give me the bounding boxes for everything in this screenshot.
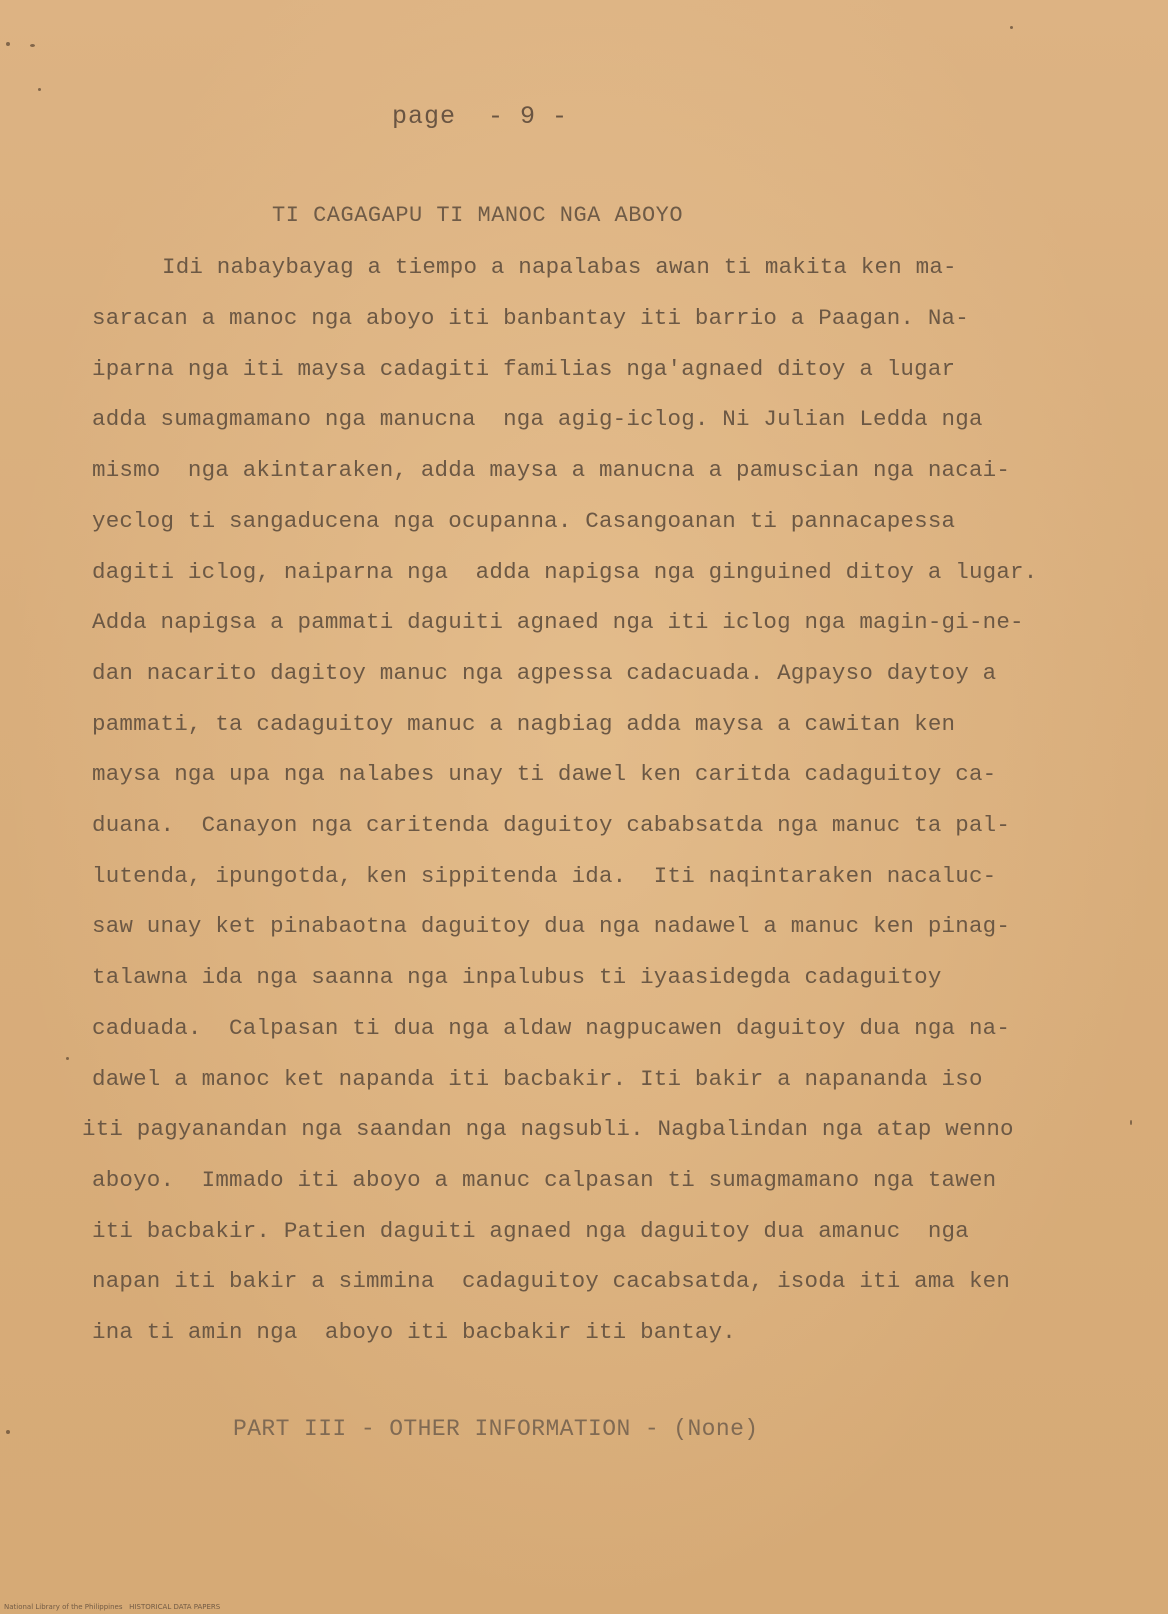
body-line: iparna nga iti maysa cadagiti familias nga'agnaed ditoy a lugar: [92, 356, 956, 382]
body-line: dan nacarito dagitoy manuc nga agpessa cadacuada. Agpayso daytoy a: [92, 660, 997, 686]
page-number: page - 9 -: [392, 102, 569, 131]
body-line: Idi nabaybayag a tiempo a napalabas awan ti makita ken ma-: [162, 254, 957, 280]
body-line: mismo nga akintaraken, adda maysa a manucna a pamuscian nga nacai-: [92, 457, 1011, 483]
body-line: dawel a manoc ket napanda iti bacbakir. Iti bakir a napananda iso: [92, 1066, 983, 1092]
body-line: aboyo. Immado iti aboyo a manuc calpasan ti sumagmamano nga tawen: [92, 1167, 997, 1193]
body-line: iti pagyanandan nga saandan nga nagsubli. Nagbalindan nga atap wenno: [82, 1116, 1014, 1142]
body-line: adda sumagmamano nga manucna nga agig-iclog. Ni Julian Ledda nga: [92, 406, 983, 432]
body-line: duana. Canayon nga caritenda daguitoy cababsatda nga manuc ta pal-: [92, 812, 1011, 838]
body-line: talawna ida nga saanna nga inpalubus ti iyaasidegda cadaguitoy: [92, 964, 942, 990]
body-line: napan iti bakir a simmina cadaguitoy cacabsatda, isoda iti ama ken: [92, 1268, 1011, 1294]
body-line: Adda napigsa a pammati daguiti agnaed nga iti iclog nga magin-gi-ne-: [92, 609, 1024, 635]
body-line: saw unay ket pinabaotna daguitoy dua nga nadawel a manuc ken pinag-: [92, 913, 1011, 939]
body-line: maysa nga upa nga nalabes unay ti dawel ken caritda cadaguitoy ca-: [92, 761, 997, 787]
body-line: pammati, ta cadaguitoy manuc a nagbiag adda maysa a cawitan ken: [92, 711, 956, 737]
body-line: caduada. Calpasan ti dua nga aldaw nagpucawen daguitoy dua nga na-: [92, 1015, 1011, 1041]
document-title: TI CAGAGAPU TI MANOC NGA ABOYO: [272, 203, 684, 228]
footer-caption: National Library of the Philippines HISTORICAL DATA PAPERS: [4, 1603, 221, 1611]
body-line: yeclog ti sangaducena nga ocupanna. Casangoanan ti pannacapessa: [92, 508, 956, 534]
body-line: dagiti iclog, naiparna nga adda napigsa nga ginguined ditoy a lugar.: [92, 559, 1038, 585]
body-line: iti bacbakir. Patien daguiti agnaed nga daguitoy dua amanuc nga: [92, 1218, 969, 1244]
body-line: ina ti amin nga aboyo iti bacbakir iti bantay.: [92, 1319, 737, 1345]
part-three-heading: PART III - OTHER INFORMATION - (None): [233, 1416, 759, 1442]
body-line: saracan a manoc nga aboyo iti banbantay iti barrio a Paagan. Na-: [92, 305, 969, 331]
body-line: lutenda, ipungotda, ken sippitenda ida. Iti naqintaraken nacaluc-: [92, 863, 997, 889]
